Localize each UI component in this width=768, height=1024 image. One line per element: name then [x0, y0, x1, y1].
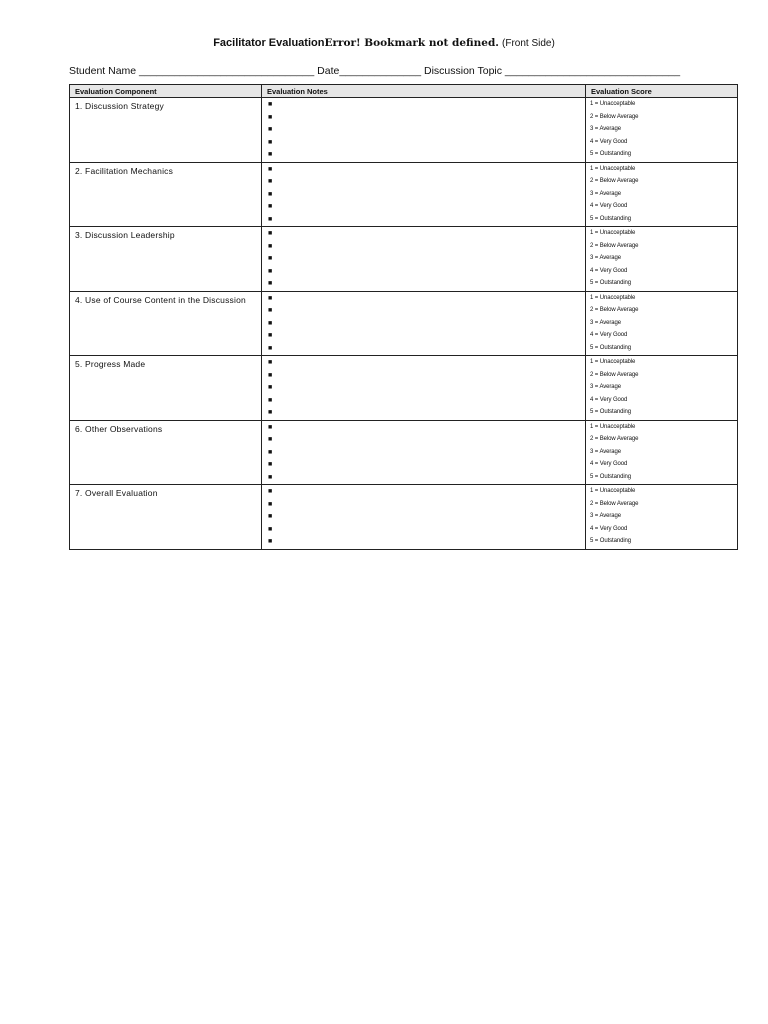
bullet-icon: ■ — [268, 307, 273, 314]
component-cell — [70, 98, 262, 163]
score-option: 3 = Average — [590, 513, 621, 519]
score-option: 5 = Outstanding — [590, 538, 632, 544]
notes-cell — [262, 162, 586, 227]
bullet-icon: ■ — [268, 280, 273, 287]
component-label: 4. Use of Course Content in the Discussion — [75, 294, 246, 305]
score-option: 2 = Below Average — [590, 500, 639, 507]
bullet-icon: ■ — [268, 396, 273, 404]
bullet-icon: ■ — [268, 332, 273, 339]
bullet-icon: ■ — [268, 500, 273, 508]
bullet-icon: ■ — [268, 319, 273, 327]
bullet-icon: ■ — [268, 203, 273, 210]
score-option: 1 = Unacceptable — [590, 423, 636, 430]
score-option: 1 = Unacceptable — [590, 488, 636, 494]
bullet-icon: ■ — [268, 513, 273, 520]
score-option: 3 = Average — [590, 126, 621, 132]
notes-cell — [262, 98, 586, 163]
notes-cell — [262, 291, 586, 356]
title-main: Facilitator Evaluation — [213, 37, 325, 49]
score-option: 4 = Very Good — [590, 138, 628, 145]
score-option: 5 = Outstanding — [590, 344, 632, 351]
bullet-icon: ■ — [268, 151, 273, 158]
score-option: 1 = Unacceptable — [590, 294, 636, 301]
score-option: 3 = Average — [590, 384, 621, 390]
score-option: 3 = Average — [590, 448, 621, 455]
score-option: 4 = Very Good — [590, 203, 628, 209]
bullet-icon: ■ — [268, 488, 273, 495]
component-cell — [70, 291, 262, 356]
score-cell — [586, 291, 738, 356]
component-label: 7. Overall Evaluation — [75, 488, 158, 498]
document-title — [0, 37, 768, 49]
score-option: 3 = Average — [590, 190, 621, 197]
component-label: 1. Discussion Strategy — [75, 101, 164, 111]
bullet-icon: ■ — [268, 409, 273, 416]
table-row — [70, 420, 738, 485]
score-cell — [586, 162, 738, 227]
component-cell — [70, 485, 262, 550]
score-option: 1 = Unacceptable — [590, 230, 636, 236]
bullet-icon: ■ — [268, 126, 273, 133]
notes-cell — [262, 227, 586, 292]
bullet-icon: ■ — [268, 165, 273, 173]
score-cell — [586, 98, 738, 163]
score-option: 2 = Below Average — [590, 371, 639, 378]
score-option: 2 = Below Average — [590, 242, 639, 249]
component-cell — [70, 420, 262, 485]
component-cell — [70, 356, 262, 421]
score-cell — [586, 485, 738, 550]
bullet-icon: ■ — [268, 371, 273, 379]
notes-cell — [262, 485, 586, 550]
bullet-icon: ■ — [268, 242, 273, 250]
score-cell — [586, 356, 738, 421]
bullet-icon: ■ — [268, 525, 273, 533]
table-header-row — [70, 85, 738, 98]
bullet-icon: ■ — [268, 359, 273, 366]
score-option: 1 = Unacceptable — [590, 165, 636, 172]
score-option: 4 = Very Good — [590, 267, 628, 274]
score-option: 3 = Average — [590, 255, 621, 261]
bullet-icon: ■ — [268, 230, 273, 237]
component-label: 2. Facilitation Mechanics — [75, 165, 174, 176]
evaluation-table — [69, 84, 738, 550]
bullet-icon: ■ — [268, 344, 273, 352]
score-option: 5 = Outstanding — [590, 151, 632, 157]
score-option: 5 = Outstanding — [590, 280, 632, 286]
component-cell — [70, 227, 262, 292]
notes-cell — [262, 420, 586, 485]
score-option: 4 = Very Good — [590, 461, 628, 467]
score-cell — [586, 420, 738, 485]
bullet-icon: ■ — [268, 473, 273, 481]
student-info-line: Student Name ______________________________ Date______________ Discussion Topic ______________________________ — [69, 65, 681, 77]
bullet-icon: ■ — [268, 101, 273, 108]
table-row — [70, 227, 738, 292]
score-option: 2 = Below Average — [590, 113, 639, 120]
title-side: (Front Side) — [502, 38, 555, 49]
score-option: 2 = Below Average — [590, 307, 639, 313]
score-option: 2 = Below Average — [590, 178, 639, 184]
bullet-icon: ■ — [268, 138, 273, 146]
table-row — [70, 98, 738, 163]
title-error: Error! Bookmark not defined. — [324, 37, 499, 49]
bullet-icon: ■ — [268, 461, 273, 468]
bullet-icon: ■ — [268, 255, 273, 262]
score-option: 2 = Below Average — [590, 436, 639, 442]
bullet-icon: ■ — [268, 448, 273, 456]
table-row — [70, 162, 738, 227]
score-option: 4 = Very Good — [590, 525, 628, 532]
bullet-icon: ■ — [268, 267, 273, 275]
score-option: 4 = Very Good — [590, 332, 628, 338]
table-row — [70, 356, 738, 421]
score-option: 1 = Unacceptable — [590, 359, 636, 365]
header-evaluation-notes: Evaluation Notes — [262, 85, 586, 98]
bullet-icon: ■ — [268, 436, 273, 443]
score-option: 5 = Outstanding — [590, 215, 632, 222]
header-evaluation-score: Evaluation Score — [586, 85, 738, 98]
bullet-icon: ■ — [268, 113, 273, 121]
bullet-icon: ■ — [268, 423, 273, 431]
score-option: 3 = Average — [590, 319, 621, 326]
score-option: 4 = Very Good — [590, 396, 628, 403]
component-cell — [70, 162, 262, 227]
bullet-icon: ■ — [268, 294, 273, 302]
component-label: 3. Discussion Leadership — [75, 230, 175, 240]
bullet-icon: ■ — [268, 190, 273, 198]
score-option: 5 = Outstanding — [590, 409, 632, 415]
table-row — [70, 485, 738, 550]
notes-cell — [262, 356, 586, 421]
bullet-icon: ■ — [268, 538, 273, 545]
component-label: 6. Other Observations — [75, 423, 163, 434]
bullet-icon: ■ — [268, 178, 273, 185]
header-evaluation-component: Evaluation Component — [70, 85, 262, 98]
score-option: 1 = Unacceptable — [590, 101, 636, 107]
component-label: 5. Progress Made — [75, 359, 146, 369]
bullet-icon: ■ — [268, 215, 273, 223]
score-cell — [586, 227, 738, 292]
score-option: 5 = Outstanding — [590, 473, 632, 480]
bullet-icon: ■ — [268, 384, 273, 391]
table-row — [70, 291, 738, 356]
